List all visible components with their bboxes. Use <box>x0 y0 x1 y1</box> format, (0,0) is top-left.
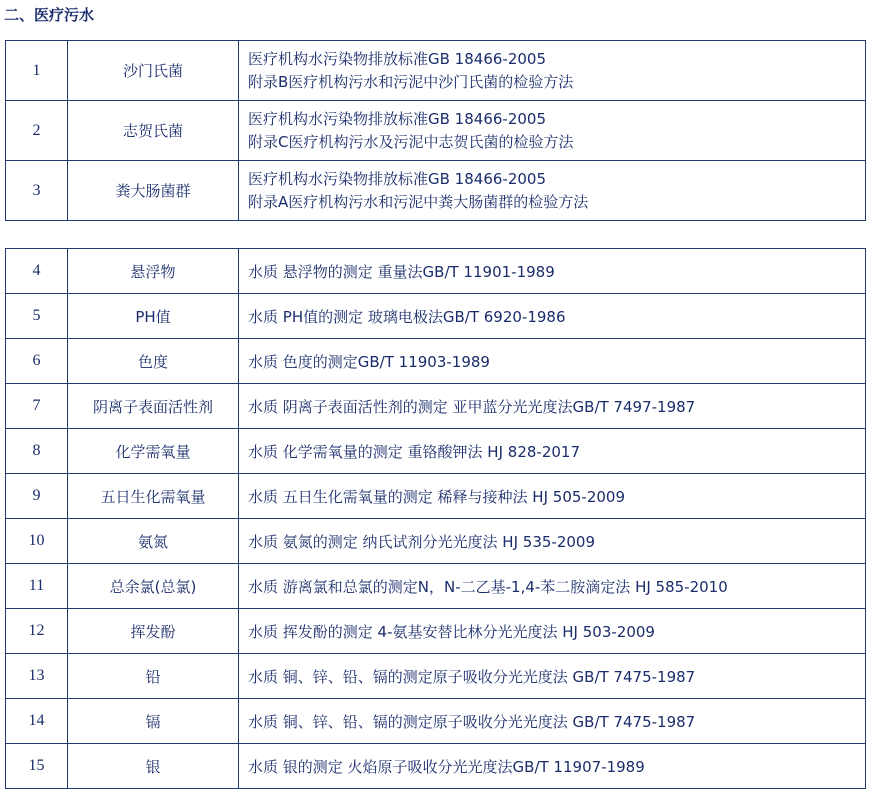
table-row <box>6 609 866 654</box>
table-row <box>6 101 866 161</box>
item-name: 志贺氏菌 <box>68 101 239 161</box>
item-name: 色度 <box>68 339 239 384</box>
method-cell <box>239 101 866 161</box>
item-name: 银 <box>68 744 239 789</box>
table-row <box>6 474 866 519</box>
table-row <box>6 699 866 744</box>
row-number: 5 <box>6 294 68 339</box>
row-number: 3 <box>6 161 68 221</box>
method-line: 附录C医疗机构污水及污泥中志贺氏菌的检验方法 <box>248 132 574 151</box>
method-cell: 水质 氨氮的测定 纳氏试剂分光光度法 HJ 535-2009 <box>239 519 866 564</box>
item-name: 挥发酚 <box>68 609 239 654</box>
row-number: 13 <box>6 654 68 699</box>
method-line: 附录A医疗机构污水和污泥中粪大肠菌群的检验方法 <box>248 192 589 211</box>
item-name: 镉 <box>68 699 239 744</box>
table-row <box>6 654 866 699</box>
table-row <box>6 161 866 221</box>
row-number: 11 <box>6 564 68 609</box>
method-cell: 水质 铜、锌、铅、镉的测定原子吸收分光光度法 GB/T 7475-1987 <box>239 699 866 744</box>
method-line: 附录B医疗机构污水和污泥中沙门氏菌的检验方法 <box>248 72 574 91</box>
item-name: 沙门氏菌 <box>68 41 239 101</box>
table-row <box>6 564 866 609</box>
table-row <box>6 429 866 474</box>
item-name: 氨氮 <box>68 519 239 564</box>
method-line: 医疗机构水污染物排放标准GB 18466-2005 <box>248 169 546 188</box>
method-cell: 水质 化学需氧量的测定 重铬酸钾法 HJ 828-2017 <box>239 429 866 474</box>
row-number: 14 <box>6 699 68 744</box>
row-number: 7 <box>6 384 68 429</box>
row-number: 12 <box>6 609 68 654</box>
row-number: 1 <box>6 41 68 101</box>
row-number: 8 <box>6 429 68 474</box>
method-cell: 水质 色度的测定GB/T 11903-1989 <box>239 339 866 384</box>
table-row <box>6 41 866 101</box>
row-number: 15 <box>6 744 68 789</box>
row-number: 9 <box>6 474 68 519</box>
method-line: 医疗机构水污染物排放标准GB 18466-2005 <box>248 109 546 128</box>
row-number: 6 <box>6 339 68 384</box>
item-name: 铅 <box>68 654 239 699</box>
section-title: 二、医疗污水 <box>4 6 95 24</box>
item-name: 悬浮物 <box>68 249 239 294</box>
method-cell: 水质 阴离子表面活性剂的测定 亚甲蓝分光光度法GB/T 7497-1987 <box>239 384 866 429</box>
item-name: 化学需氧量 <box>68 429 239 474</box>
item-name: 阴离子表面活性剂 <box>68 384 239 429</box>
method-cell: 水质 五日生化需氧量的测定 稀释与接种法 HJ 505-2009 <box>239 474 866 519</box>
microbiology-table <box>5 40 866 221</box>
method-line: 医疗机构水污染物排放标准GB 18466-2005 <box>248 49 546 68</box>
item-name: PH值 <box>68 294 239 339</box>
table-row <box>6 294 866 339</box>
method-cell <box>239 161 866 221</box>
method-cell: 水质 悬浮物的测定 重量法GB/T 11901-1989 <box>239 249 866 294</box>
method-cell: 水质 银的测定 火焰原子吸收分光光度法GB/T 11907-1989 <box>239 744 866 789</box>
physicochemical-table <box>5 248 866 789</box>
method-cell: 水质 挥发酚的测定 4-氨基安替比林分光光度法 HJ 503-2009 <box>239 609 866 654</box>
item-name: 五日生化需氧量 <box>68 474 239 519</box>
method-cell <box>239 41 866 101</box>
table-row <box>6 384 866 429</box>
row-number: 4 <box>6 249 68 294</box>
item-name: 总余氯(总氯) <box>68 564 239 609</box>
table-row <box>6 249 866 294</box>
table-row <box>6 339 866 384</box>
method-cell: 水质 PH值的测定 玻璃电极法GB/T 6920-1986 <box>239 294 866 339</box>
row-number: 10 <box>6 519 68 564</box>
method-cell: 水质 游离氯和总氯的测定N，N-二乙基-1,4-苯二胺滴定法 HJ 585-2010 <box>239 564 866 609</box>
method-cell: 水质 铜、锌、铅、镉的测定原子吸收分光光度法 GB/T 7475-1987 <box>239 654 866 699</box>
table-row <box>6 744 866 789</box>
table-row <box>6 519 866 564</box>
row-number: 2 <box>6 101 68 161</box>
item-name: 粪大肠菌群 <box>68 161 239 221</box>
